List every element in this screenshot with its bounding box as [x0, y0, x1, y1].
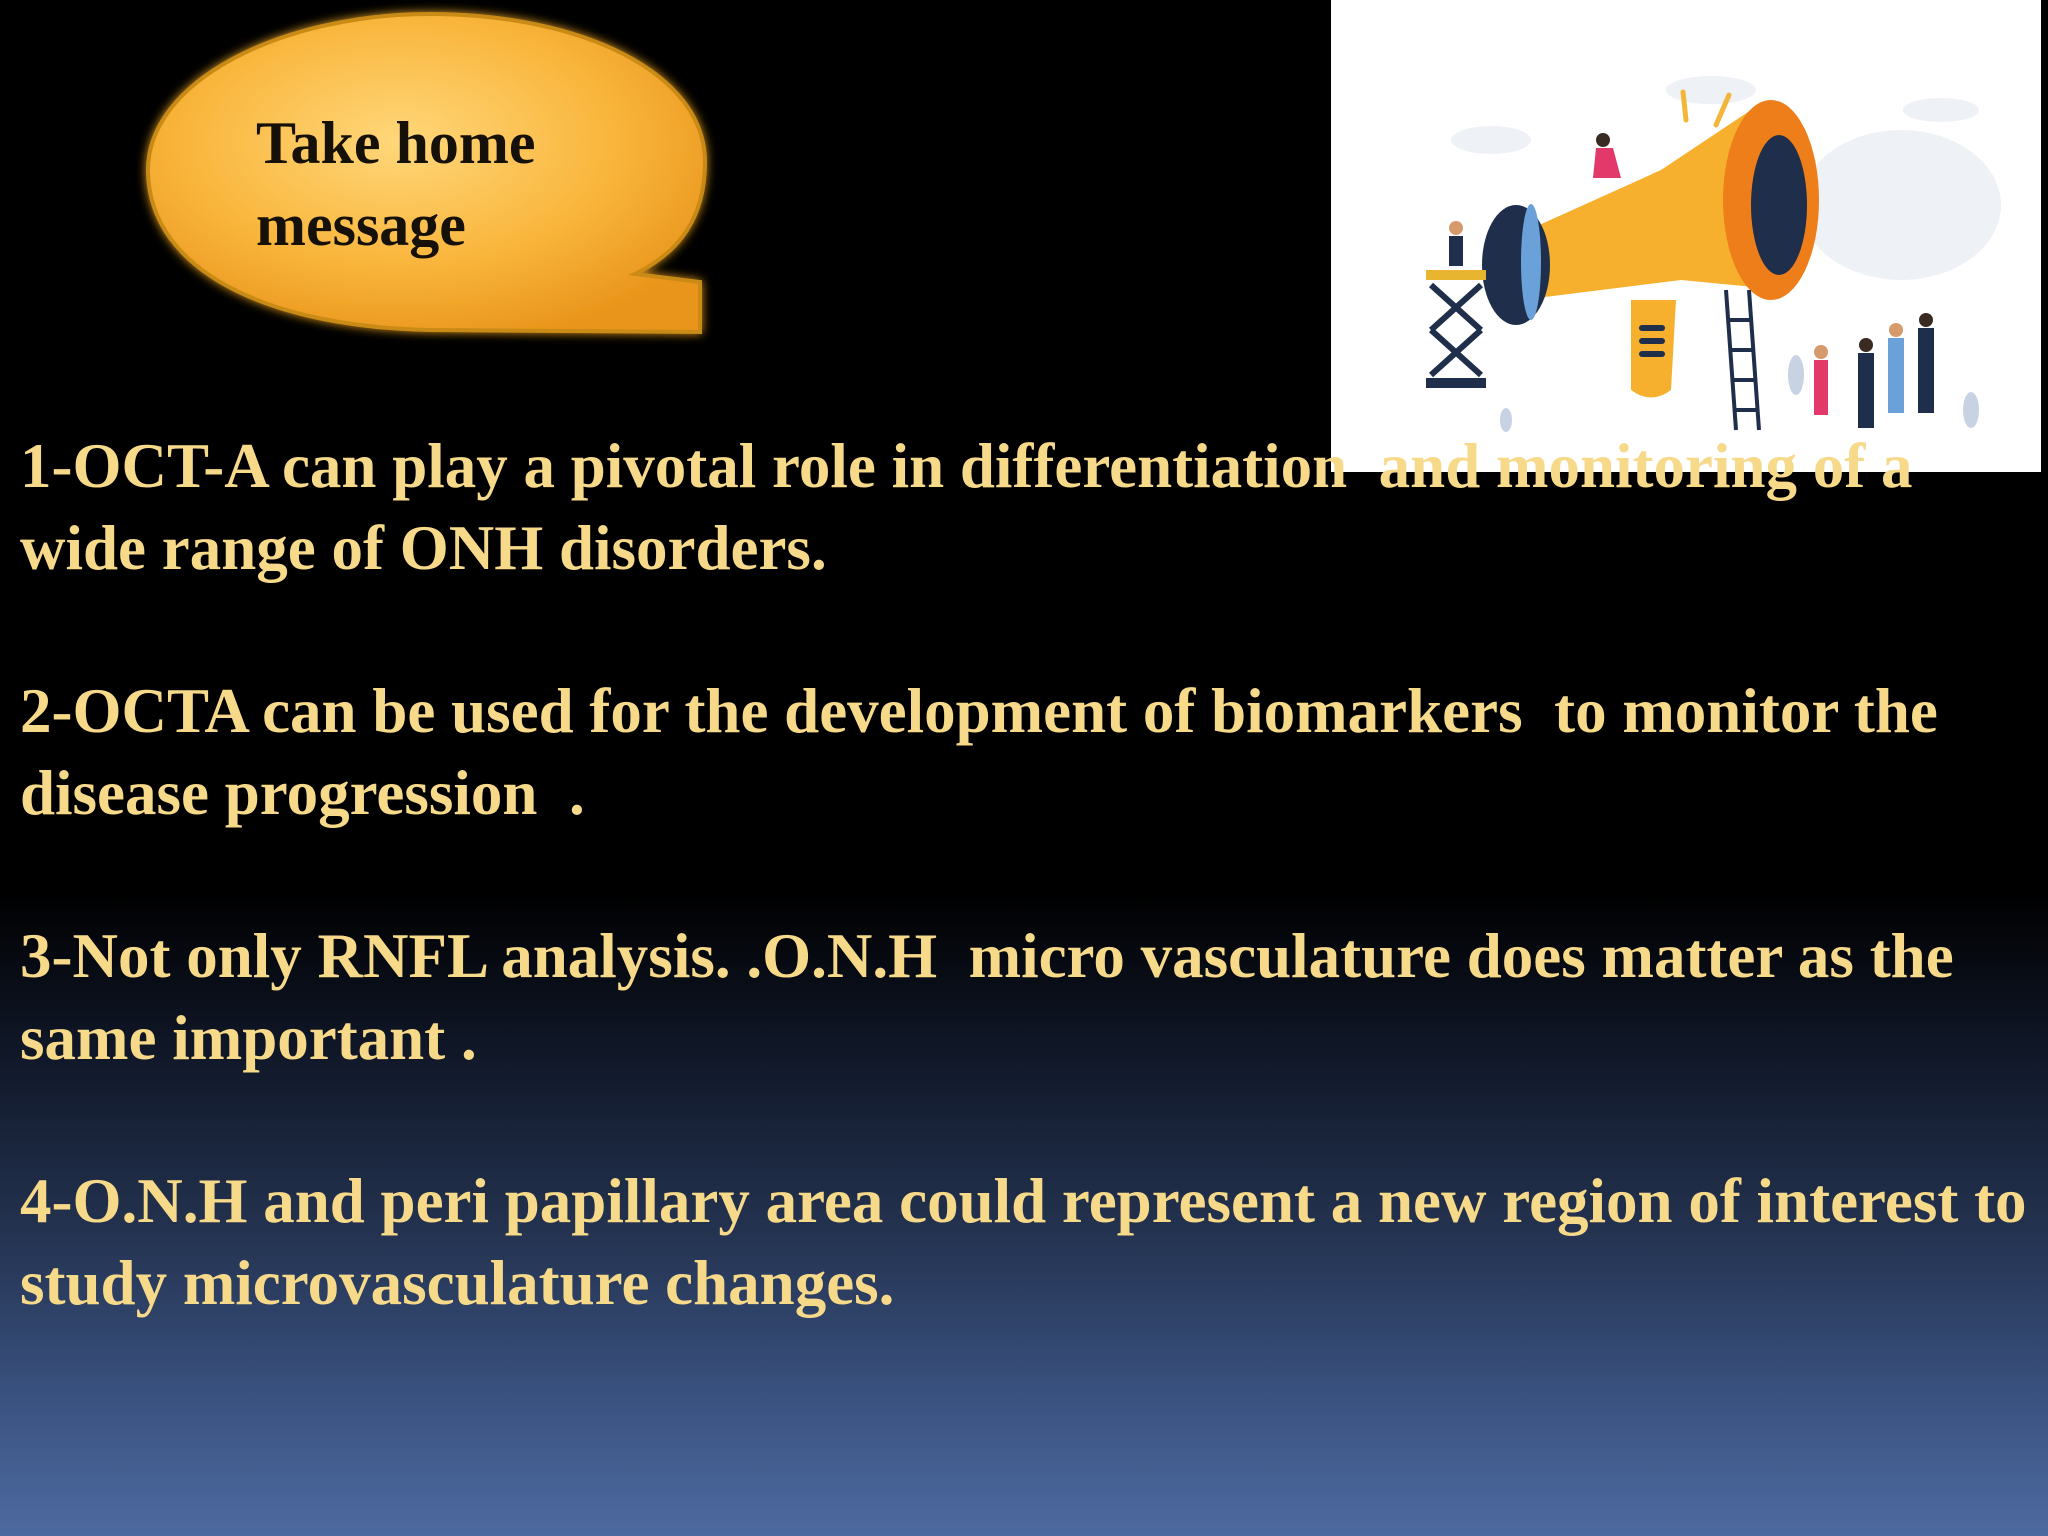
point-3: 3-Not only RNFL analysis. .O.N.H micro vasculature does matter as the same important . — [20, 921, 1970, 1073]
point-4: 4-O.N.H and peri papillary area could represent a new region of interest to study microvasculature changes. — [20, 1166, 2043, 1318]
speech-bubble — [140, 12, 720, 342]
megaphone-announcement-icon — [1331, 0, 2041, 472]
point-2: 2-OCTA can be used for the development of biomarkers to monitor the disease progression . — [20, 676, 1954, 828]
take-home-points — [20, 425, 2043, 1405]
megaphone-illustration — [1331, 0, 2041, 472]
point-1: 1-OCT-A can play a pivotal role in differentiation and monitoring of a wide range of ONH disorders. — [20, 431, 1929, 583]
slide-heading: Take home message — [256, 110, 536, 258]
